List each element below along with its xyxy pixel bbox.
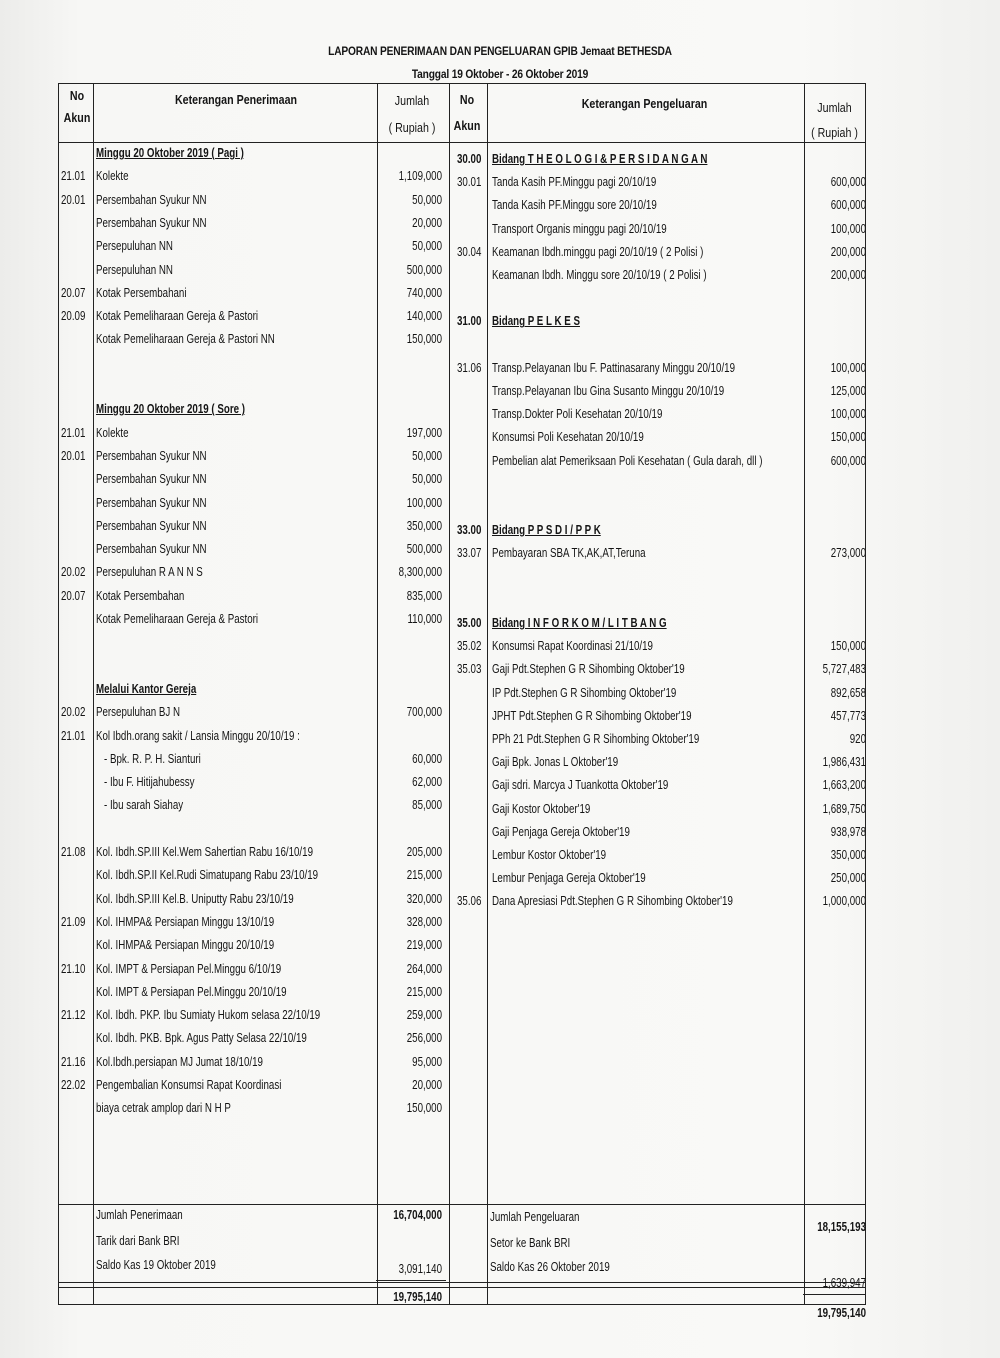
header-line	[59, 142, 865, 143]
income-amount: 700,000	[406, 705, 442, 720]
expense-description: Tanda Kasih PF.Minggu sore 20/10/19	[492, 198, 657, 213]
income-amount: 50,000	[412, 239, 442, 254]
income-amount: 110,000	[407, 612, 442, 626]
expense-description: Gaji Bpk. Jonas L Oktober'19	[492, 755, 619, 770]
income-section-heading: Minggu 20 Oktober 2019 ( Pagi )	[96, 146, 244, 160]
income-amount: 197,000	[406, 425, 442, 440]
income-description: - Bpk. R. P. H. Sianturi	[104, 751, 201, 766]
income-amount: 264,000	[406, 961, 442, 976]
header-no-akun-2: Akun	[63, 110, 91, 125]
saldo-awal-label: Saldo Kas 19 Oktober 2019	[96, 1258, 216, 1272]
expense-section-heading: Bidang T H E O L O G I & P E R S I D A N G A N	[492, 152, 708, 166]
income-akun: 21.01	[61, 728, 86, 743]
expense-akun: 30.04	[457, 244, 482, 259]
expense-amount: 273,000	[830, 546, 866, 561]
expense-amount: 100,000	[830, 221, 866, 236]
expense-section-heading: Bidang P P S D I / P P K	[492, 523, 601, 538]
income-akun: 21.12	[61, 1008, 86, 1023]
income-akun: 21.01	[61, 425, 86, 440]
income-amount: 85,000	[412, 798, 442, 813]
income-akun: 21.08	[61, 845, 86, 859]
expense-amount: 457,773	[830, 708, 866, 723]
income-description: Kol. IHMPA& Persiapan Minggu 20/10/19	[96, 938, 275, 953]
expense-description: Keamanan Ibdh.minggu pagi 20/10/19 ( 2 Polisi )	[492, 244, 704, 259]
income-akun: 20.02	[61, 565, 86, 580]
income-section-heading: Melalui Kantor Gereja	[96, 681, 197, 696]
expense-description: Dana Apresiasi Pdt.Stephen G R Sihombing Oktober'19	[492, 894, 733, 909]
income-description: Kol Ibdh.orang sakit / Lansia Minggu 20/10/19 :	[96, 728, 300, 743]
report-title: LAPORAN PENERIMAAN DAN PENGELUARAN GPIB Jemaat BETHESDA	[328, 44, 672, 58]
expense-akun: 35.02	[457, 639, 482, 654]
income-amount: 500,000	[406, 262, 442, 277]
income-amount: 8,300,000	[398, 565, 442, 580]
income-description: - Ibu sarah Siahay	[104, 798, 184, 813]
income-amount: 50,000	[412, 448, 442, 463]
income-akun: 21.01	[61, 169, 86, 184]
expense-amount: 200,000	[830, 244, 866, 259]
income-description: Kol. IMPT & Persiapan Pel.Minggu 6/10/19	[96, 961, 282, 976]
expense-akun: 35.06	[457, 894, 482, 909]
expense-description: Transport Organis minggu pagi 20/10/19	[492, 221, 667, 236]
income-amount: 500,000	[406, 542, 442, 557]
income-description: Kol. Ibdh.SP.II Kel.Rudi Simatupang Rabu 23/10/19	[96, 868, 319, 883]
header-jumlah-2: ( Rupiah )	[388, 120, 436, 135]
header-jumlah-r-2: ( Rupiah )	[811, 125, 858, 140]
jumlah-penerimaan-label: Jumlah Penerimaan	[96, 1208, 183, 1222]
income-amount: 219,000	[406, 938, 442, 953]
expense-description: Pembelian alat Pemeriksaan Poli Kesehatan ( Gula darah, dll )	[492, 453, 763, 468]
expense-description: Lembur Kostor Oktober'19	[492, 848, 607, 862]
income-description: Kol. IMPT & Persiapan Pel.Minggu 20/10/19	[96, 984, 287, 999]
income-amount: 50,000	[412, 192, 442, 207]
summary-line	[59, 1204, 865, 1205]
expense-amount: 938,978	[830, 824, 866, 839]
income-description: Pengembalian Konsumsi Rapat Koordinasi	[96, 1078, 282, 1092]
income-amount: 20,000	[412, 1078, 442, 1092]
income-amount: 150,000	[406, 332, 442, 347]
header-no-akun-1: No	[69, 88, 85, 103]
income-akun: 20.02	[61, 705, 86, 720]
col-line	[449, 84, 450, 1304]
expense-amount: 200,000	[830, 268, 866, 282]
expense-amount: 1,689,750	[822, 801, 866, 816]
income-akun: 21.10	[61, 961, 86, 976]
header-jumlah-r-1: Jumlah	[817, 100, 852, 115]
income-amount: 62,000	[412, 775, 442, 790]
income-amount: 140,000	[406, 309, 442, 324]
saldo-awal-value: 3,091,140	[398, 1262, 442, 1276]
expense-description: Gaji Kostor Oktober'19	[492, 801, 591, 816]
income-amount: 259,000	[406, 1008, 442, 1023]
income-description: Kotak Pemeliharaan Gereja & Pastori	[96, 309, 259, 324]
income-amount: 1,109,000	[398, 169, 442, 184]
income-amount: 60,000	[412, 751, 442, 766]
expense-description: Lembur Penjaga Gereja Oktober'19	[492, 871, 646, 886]
income-akun: 22.02	[61, 1078, 86, 1092]
expense-akun: 30.01	[457, 175, 482, 190]
expense-amount: 100,000	[830, 407, 866, 422]
expense-description: PPh 21 Pdt.Stephen G R Sihombing Oktober'19	[492, 732, 700, 746]
tarik-bank-label: Tarik dari Bank BRI	[96, 1234, 180, 1248]
income-amount: 320,000	[406, 891, 442, 906]
sum-underline-right	[803, 1294, 866, 1295]
jumlah-pengeluaran-label: Jumlah Pengeluaran	[490, 1210, 580, 1224]
income-section-heading: Minggu 20 Oktober 2019 ( Sore )	[96, 402, 245, 417]
expense-description: Transp.Pelayanan Ibu F. Pattinasarany Minggu 20/10/19	[492, 360, 736, 375]
income-description: Kol. IHMPA& Persiapan Minggu 13/10/19	[96, 914, 275, 929]
income-akun: 20.01	[61, 192, 86, 207]
income-description: Kotak Pemeliharaan Gereja & Pastori NN	[96, 332, 275, 347]
income-akun: 20.07	[61, 285, 86, 300]
expense-amount: 600,000	[830, 175, 866, 190]
income-description: Kol. Ibdh. PKP. Ibu Sumiaty Hukom selasa 22/10/19	[96, 1008, 321, 1023]
income-description: Kotak Pemeliharaan Gereja & Pastori	[96, 612, 259, 626]
income-description: Kolekte	[96, 425, 129, 440]
income-akun: 21.09	[61, 914, 86, 929]
income-description: Persembahan Syukur NN	[96, 448, 207, 463]
income-amount: 256,000	[406, 1031, 442, 1046]
expense-section-heading: Bidang P E L K E S	[492, 314, 580, 329]
income-amount: 20,000	[412, 215, 442, 230]
expense-amount: 5,727,483	[822, 662, 866, 677]
expense-description: JPHT Pdt.Stephen G R Sihombing Oktober'19	[492, 708, 692, 723]
expense-description: IP Pdt.Stephen G R Sihombing Oktober'19	[492, 685, 677, 700]
income-description: Persembahan Syukur NN	[96, 495, 207, 510]
expense-description: Pembayaran SBA TK,AK,AT,Teruna	[492, 546, 646, 561]
income-description: Kol.Ibdh.persiapan MJ Jumat 18/10/19	[96, 1054, 263, 1069]
expense-amount: 892,658	[830, 685, 866, 700]
income-description: Persepuluhan NN	[96, 262, 173, 277]
income-amount: 740,000	[406, 285, 442, 300]
income-amount: 150,000	[406, 1101, 442, 1116]
expense-akun: 33.07	[457, 546, 482, 561]
income-description: Persembahan Syukur NN	[96, 472, 207, 487]
income-amount: 215,000	[406, 868, 442, 883]
income-description: Kol. Ibdh.SP.III Kel.Wem Sahertian Rabu 16/10/19	[96, 845, 313, 859]
header-ket-pengeluaran: Keterangan Pengeluaran	[581, 96, 708, 111]
report-period: Tanggal 19 Oktober - 26 Oktober 2019	[411, 67, 589, 81]
jumlah-pengeluaran-value: 18,155,193	[817, 1220, 866, 1234]
expense-amount: 125,000	[830, 384, 866, 398]
sum-underline-left	[376, 1280, 446, 1281]
expense-akun: 35.03	[457, 662, 482, 677]
income-description: Kotak Persembahani	[96, 285, 187, 300]
income-description: Kol. Ibdh. PKB. Bpk. Agus Patty Selasa 22/10/19	[96, 1031, 307, 1046]
income-amount: 100,000	[406, 495, 442, 510]
expense-description: Keamanan Ibdh. Minggu sore 20/10/19 ( 2 Polisi )	[492, 268, 707, 282]
income-description: Persembahan Syukur NN	[96, 215, 207, 230]
income-amount: 328,000	[406, 914, 442, 929]
expense-amount: 600,000	[830, 198, 866, 213]
setor-bank-label: Setor ke Bank BRI	[490, 1236, 571, 1250]
expense-amount: 150,000	[830, 639, 866, 654]
income-amount: 50,000	[412, 472, 442, 487]
saldo-akhir-label: Saldo Kas 26 Oktober 2019	[490, 1260, 610, 1274]
header-jumlah-1: Jumlah	[394, 93, 430, 108]
header-no-akun-r-2: Akun	[453, 118, 481, 133]
jumlah-penerimaan-value: 16,704,000	[393, 1208, 442, 1222]
expense-amount: 1,986,431	[822, 755, 866, 770]
expense-akun: 33.00	[457, 523, 482, 538]
income-description: - Ibu F. Hitijahubessy	[104, 775, 195, 790]
income-amount: 205,000	[406, 845, 442, 859]
expense-description: Tanda Kasih PF.Minggu pagi 20/10/19	[492, 175, 657, 190]
expense-amount: 350,000	[830, 848, 866, 862]
expense-amount: 600,000	[830, 453, 866, 468]
expense-amount: 100,000	[830, 360, 866, 375]
income-description: Kolekte	[96, 169, 129, 184]
total-left-value: 19,795,140	[393, 1290, 442, 1304]
expense-description: Gaji Penjaga Gereja Oktober'19	[492, 824, 630, 839]
income-description: Kotak Persembahan	[96, 588, 185, 603]
saldo-akhir-value: 1,639,947	[822, 1276, 866, 1290]
expense-description: Transp.Pelayanan Ibu Gina Susanto Minggu 20/10/19	[492, 384, 725, 398]
income-akun: 20.09	[61, 309, 86, 324]
col-line	[93, 84, 94, 1304]
expense-description: Konsumsi Poli Kesehatan 20/10/19	[492, 430, 644, 445]
income-akun: 21.16	[61, 1054, 86, 1069]
expense-amount: 150,000	[830, 430, 866, 445]
income-description: Persepuluhan BJ N	[96, 705, 181, 720]
expense-description: Konsumsi Rapat Koordinasi 21/10/19	[492, 639, 653, 654]
income-description: biaya cetrak amplop dari N H P	[96, 1101, 231, 1116]
expense-akun: 31.06	[457, 360, 482, 375]
income-amount: 350,000	[406, 518, 442, 533]
income-description: Persembahan Syukur NN	[96, 518, 207, 533]
income-amount: 215,000	[406, 984, 442, 999]
expense-section-heading: Bidang I N F O R K O M / L I T B A N G	[492, 616, 667, 630]
income-description: Persepuluhan NN	[96, 239, 173, 254]
expense-description: Gaji Pdt.Stephen G R Sihombing Oktober'19	[492, 662, 685, 677]
expense-amount: 920	[849, 732, 866, 746]
header-no-akun-r-1: No	[459, 92, 475, 107]
expense-description: Transp.Dokter Poli Kesehatan 20/10/19	[492, 407, 663, 422]
expense-amount: 1,000,000	[822, 894, 866, 909]
expense-akun: 35.00	[457, 616, 482, 630]
income-amount: 835,000	[406, 588, 442, 603]
expense-akun: 31.00	[457, 314, 482, 329]
income-description: Kol. Ibdh.SP.III Kel.B. Uniputty Rabu 23/10/19	[96, 891, 294, 906]
expense-akun: 30.00	[457, 152, 482, 166]
income-description: Persembahan Syukur NN	[96, 192, 207, 207]
income-amount: 95,000	[412, 1054, 442, 1069]
total-right-value: 19,795,140	[817, 1306, 866, 1320]
header-ket-penerimaan: Keterangan Penerimaan	[174, 92, 298, 107]
income-akun: 20.07	[61, 588, 86, 603]
income-akun: 20.01	[61, 448, 86, 463]
col-line	[487, 84, 488, 1304]
expense-amount: 250,000	[830, 871, 866, 886]
expense-amount: 1,663,200	[822, 778, 866, 793]
income-description: Persepuluhan R A N N S	[96, 565, 203, 580]
expense-description: Gaji sdri. Marcya J Tuankotta Oktober'19	[492, 778, 669, 793]
income-description: Persembahan Syukur NN	[96, 542, 207, 557]
